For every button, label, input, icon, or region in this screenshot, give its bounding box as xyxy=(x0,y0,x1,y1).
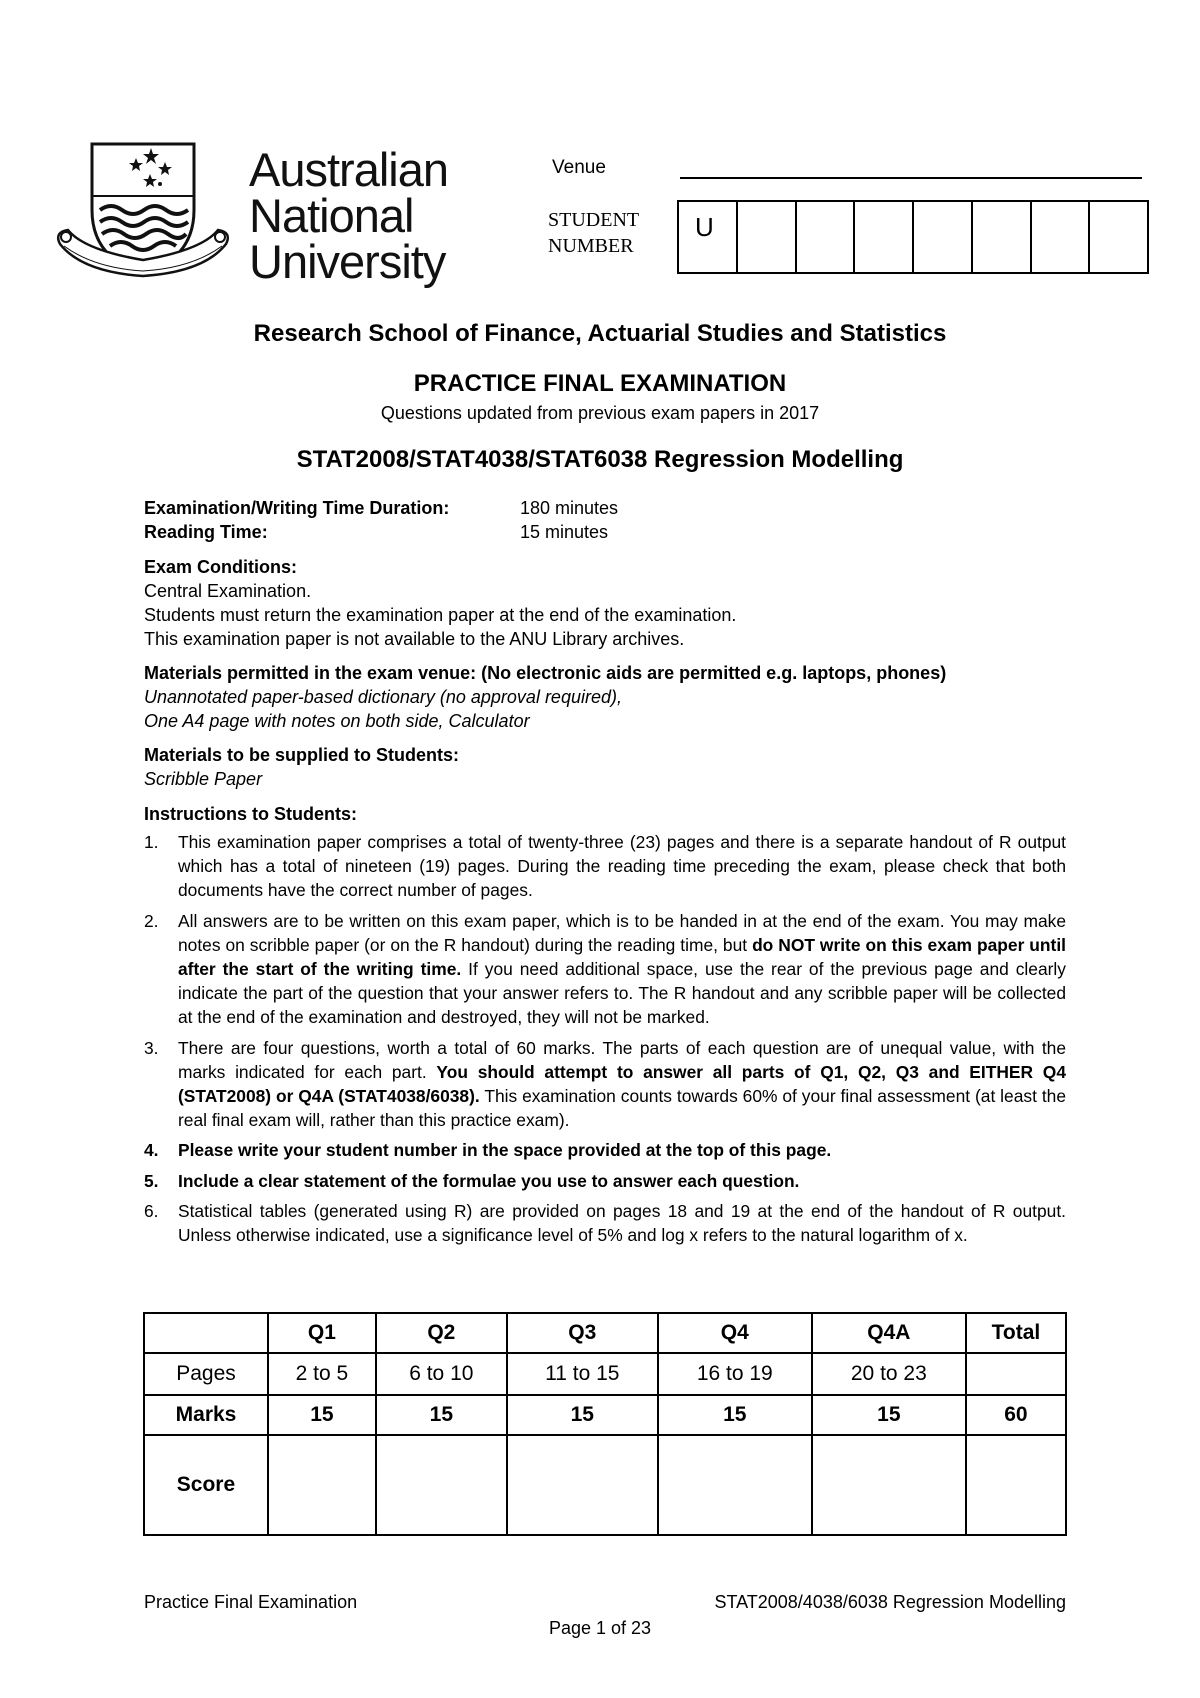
table-cell: 2 to 5 xyxy=(268,1353,376,1395)
footer-page-number: Page 1 of 23 xyxy=(548,1618,652,1638)
table-header-cell: Total xyxy=(966,1313,1066,1353)
score-entry-cell[interactable] xyxy=(966,1435,1066,1535)
student-number-digit-cell[interactable] xyxy=(1030,202,1089,272)
marks-table xyxy=(143,1312,1067,1536)
materials-supplied-line: Scribble Paper xyxy=(144,769,263,789)
anu-crest-icon xyxy=(54,140,234,290)
table-cell: 15 xyxy=(268,1395,376,1435)
writing-time-value: 180 minutes xyxy=(520,498,619,518)
table-cell: 15 xyxy=(812,1395,966,1435)
table-row-marks xyxy=(144,1395,1066,1435)
student-number-label xyxy=(548,207,639,259)
table-header-cell: Q2 xyxy=(376,1313,507,1353)
instruction-number: 3. xyxy=(144,1037,159,1058)
instructions-list xyxy=(144,830,1066,1253)
venue-input-line[interactable] xyxy=(680,177,1142,179)
table-header-cell xyxy=(144,1313,268,1353)
materials-permitted-line: Unannotated paper-based dictionary (no approval required), xyxy=(144,687,622,707)
materials-supplied-heading: Materials to be supplied to Students: xyxy=(144,745,460,765)
instruction-text: This examination counts towards 60% of your final assessment (at least the real final exam will, rather than this practice exam). xyxy=(178,1086,1066,1131)
instruction-item xyxy=(144,1138,1066,1162)
student-number-digit-cell[interactable] xyxy=(795,202,854,272)
exam-title: PRACTICE FINAL EXAMINATION xyxy=(413,370,787,397)
student-number-digit-cell[interactable] xyxy=(971,202,1030,272)
venue-label: Venue xyxy=(552,157,606,178)
anu-logo xyxy=(54,140,474,290)
instruction-number: 4. xyxy=(144,1140,159,1161)
student-number-digit-cell[interactable] xyxy=(736,202,795,272)
score-entry-cell[interactable] xyxy=(507,1435,658,1535)
instruction-number: 6. xyxy=(144,1200,159,1221)
table-row-pages xyxy=(144,1353,1066,1395)
reading-time-label: Reading Time: xyxy=(144,522,268,542)
instruction-number: 5. xyxy=(144,1170,159,1191)
table-cell: 6 to 10 xyxy=(376,1353,507,1395)
instruction-text: This examination paper comprises a total of twenty-three (23) pages and there is a separate handout of R output which has a total of nineteen (19) pages. During the reading time preceding the exam, please check that both documents have the correct number of pages. xyxy=(178,832,1066,901)
table-cell: 16 to 19 xyxy=(658,1353,812,1395)
table-header-cell: Q4A xyxy=(812,1313,966,1353)
footer-right: STAT2008/4038/6038 Regression Modelling xyxy=(714,1592,1066,1612)
score-entry-cell[interactable] xyxy=(376,1435,507,1535)
course-title: STAT2008/STAT4038/STAT6038 Regression Modelling xyxy=(296,446,904,473)
instruction-text: There are four questions, worth a total of 60 marks. The parts of each question are of unequal value, with the marks indicated for each part. xyxy=(178,1037,1066,1082)
instruction-item xyxy=(144,830,1066,903)
exam-subtitle: Questions updated from previous exam papers in 2017 xyxy=(380,403,820,423)
student-number-label-line2: NUMBER xyxy=(548,235,634,257)
exam-conditions-line: This examination paper is not available to the ANU Library archives. xyxy=(144,629,685,649)
student-number-digit-cell[interactable] xyxy=(853,202,912,272)
logo-word-australian: Australian xyxy=(249,143,448,196)
table-cell: 60 xyxy=(966,1395,1066,1435)
school-name: Research School of Finance, Actuarial Studies and Statistics xyxy=(253,320,947,347)
table-cell: Marks xyxy=(144,1395,268,1435)
instruction-item xyxy=(144,1169,1066,1193)
materials-permitted-line: One A4 page with notes on both side, Calculator xyxy=(144,711,530,731)
student-number-prefix-cell: U xyxy=(695,212,714,242)
instruction-text: Statistical tables (generated using R) are provided on pages 18 and 19 at the end of the handout of R output. Unless otherwise indicated, use a significance level of 5% and log x refers to the natural logarithm of x. xyxy=(178,1200,1066,1246)
instruction-text: All answers are to be written on this exam paper, which is to be handed in at the end of the exam. You may make notes on scribble paper (or on the R handout) during the reading time, but xyxy=(178,910,1066,955)
table-row-score xyxy=(144,1435,1066,1535)
student-number-digit-cell[interactable] xyxy=(1088,202,1147,272)
materials-permitted-heading: Materials permitted in the exam venue: (No electronic aids are permitted e.g. laptops, phones) xyxy=(144,663,947,683)
table-cell: 15 xyxy=(658,1395,812,1435)
table-header-cell: Q4 xyxy=(658,1313,812,1353)
logo-word-national: National xyxy=(249,189,414,242)
table-cell: Pages xyxy=(144,1353,268,1395)
student-number-label-line1: STUDENT xyxy=(548,209,640,231)
table-cell: 20 to 23 xyxy=(812,1353,966,1395)
instruction-item xyxy=(144,1199,1066,1247)
instruction-text: Include a clear statement of the formulae you use to answer each question. xyxy=(178,1170,800,1191)
footer-left: Practice Final Examination xyxy=(144,1592,358,1612)
score-entry-cell[interactable] xyxy=(268,1435,376,1535)
instruction-text: If you need additional space, use the rear of the previous page and clearly indicate the part of the question that your answer refers to. The R handout and any scribble paper will be collected at the end of the examination and destroyed, they will not be marked. xyxy=(178,959,1066,1028)
marks-table-header-row xyxy=(144,1313,1066,1353)
student-number-digit-cell[interactable] xyxy=(912,202,971,272)
table-cell: 11 to 15 xyxy=(507,1353,658,1395)
table-cell xyxy=(966,1353,1066,1395)
instruction-emphasis: You should attempt to answer all parts of Q1, Q2, Q3 and EITHER Q4 (STAT2008) or Q4A (STAT4038/6038). xyxy=(178,1061,1066,1107)
table-header-cell: Q3 xyxy=(507,1313,658,1353)
logo-word-university: University xyxy=(249,235,446,288)
score-entry-cell[interactable] xyxy=(658,1435,812,1535)
exam-conditions-heading: Exam Conditions: xyxy=(144,557,298,577)
instruction-number: 1. xyxy=(144,832,159,852)
exam-conditions-line: Central Examination. xyxy=(144,581,312,601)
table-cell: 15 xyxy=(507,1395,658,1435)
writing-time-label: Examination/Writing Time Duration: xyxy=(144,498,450,518)
exam-conditions-line: Students must return the examination paper at the end of the examination. xyxy=(144,605,737,625)
instruction-text: Please write your student number in the space provided at the top of this page. xyxy=(178,1140,832,1161)
table-header-cell: Q1 xyxy=(268,1313,376,1353)
table-cell: 15 xyxy=(376,1395,507,1435)
instructions-heading: Instructions to Students: xyxy=(144,804,357,824)
student-number-grid[interactable] xyxy=(677,200,1149,274)
reading-time-value: 15 minutes xyxy=(520,522,609,542)
table-cell: Score xyxy=(144,1435,268,1535)
instruction-item xyxy=(144,1036,1066,1133)
score-entry-cell[interactable] xyxy=(812,1435,966,1535)
instruction-emphasis: do NOT write on this exam paper until after the start of the writing time. xyxy=(178,934,1066,980)
instruction-number: 2. xyxy=(144,910,159,931)
instruction-item xyxy=(144,909,1066,1030)
